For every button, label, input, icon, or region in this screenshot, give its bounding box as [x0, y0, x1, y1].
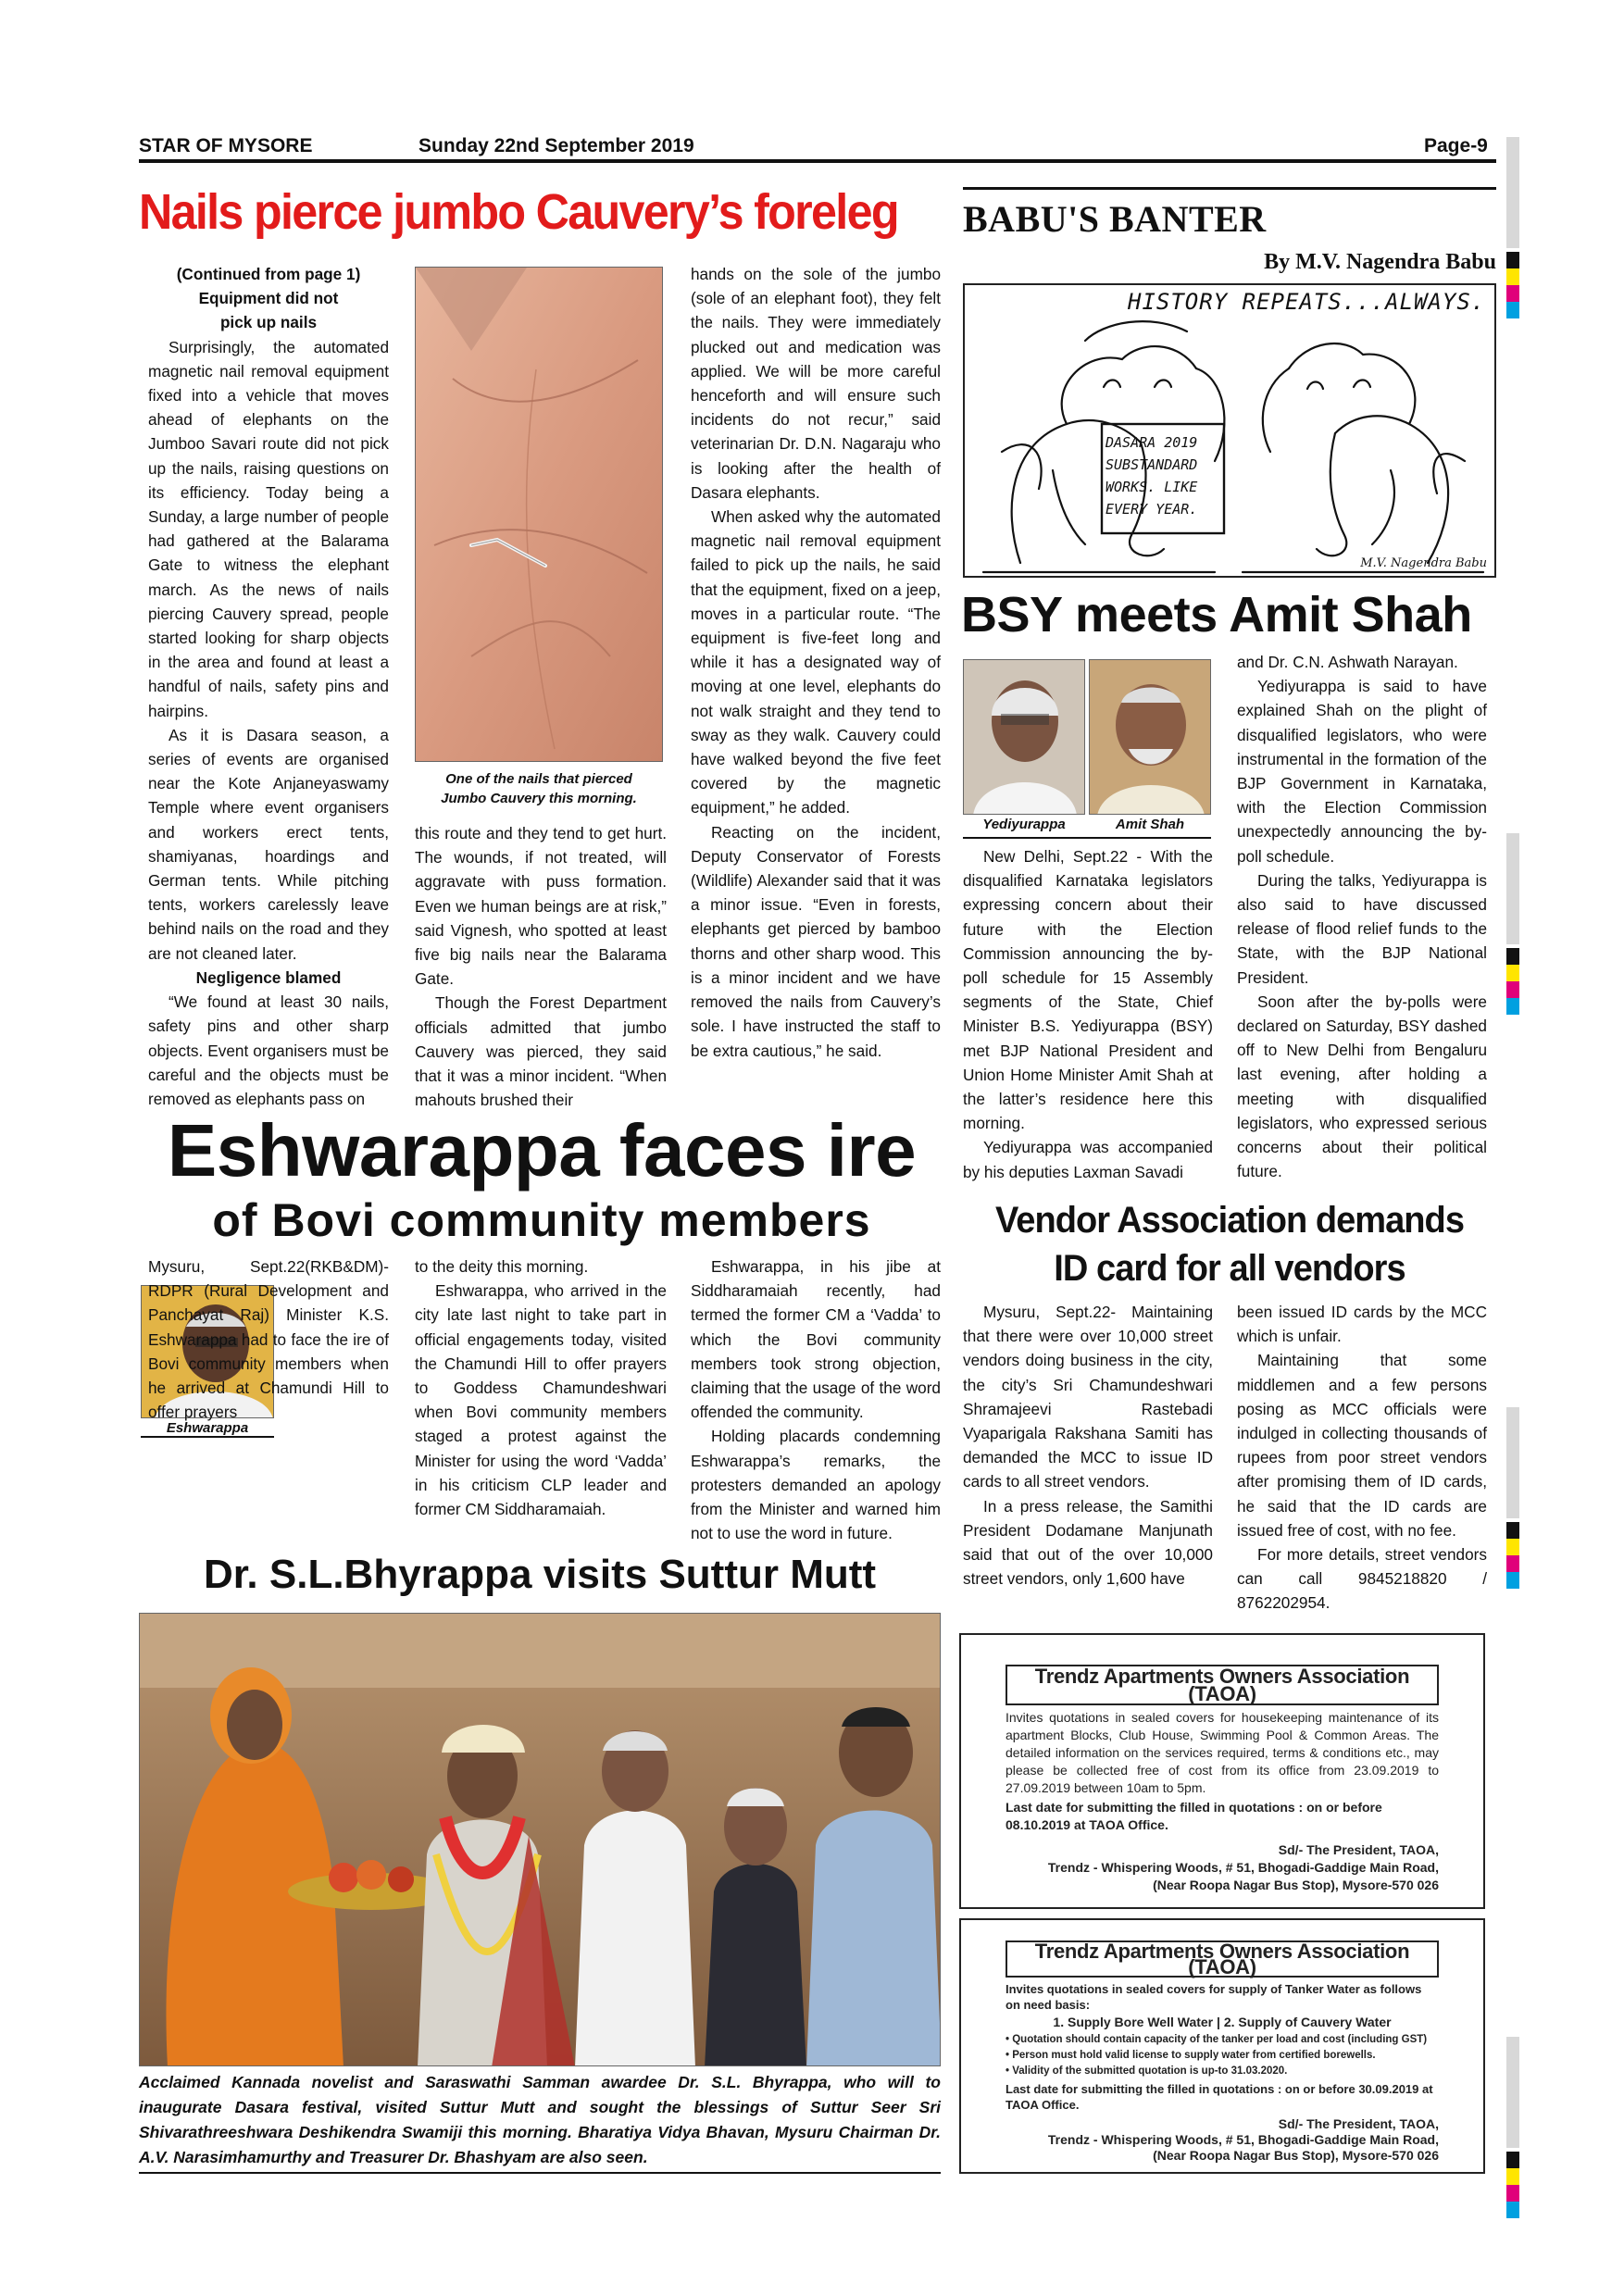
nails-subhead-2: Negligence blamed [195, 967, 342, 987]
reg-black-2 [1506, 948, 1519, 965]
reg-magenta-3 [1506, 1555, 1519, 1572]
bsy-photo-label-2: Amit Shah [1115, 817, 1185, 832]
bsy-para-6: Soon after the by-polls were declared on Saturday, BSY dashed off to New Delhi from Bengaluru last evening, after holding a meeting with disqualified legislators, who expressed serious concerns about their political future. [1237, 992, 1487, 1181]
reg-yellow-2 [1506, 965, 1519, 981]
nail-photo-caption: One of the nails that pierced Jumbo Cauvery this morning. [441, 771, 637, 806]
vendor-para-3: been issued ID cards by the MCC which is unfair. [1237, 1303, 1487, 1346]
bsy-para-4: Yediyurappa is said to have explained Shah on the plight of disqualified legislators, who were instrumental in the formation of the BJP Government in Karnataka, with the Election Commission unexpectedly announcing the by-poll schedule. [1237, 677, 1487, 866]
cartoon-drawing [965, 285, 1498, 580]
eshwar-col-2 [415, 1254, 667, 1521]
reg-yellow-3 [1506, 1539, 1519, 1555]
nails-para-1: Surprisingly, the automated magnetic nail removal equipment fixed into a vehicle that moves ahead of elephants on the Jumboo Savari route did not pick up the nails, raising questions on its efficiency. Today being a Sunday, a large number of people had gathered at the Balarama Gate to witness the elephant march. As the news of nails piercing Cauvery spread, people started looking for sharp objects in the area and found at least a handful of nails, safety pins and hairpins. [148, 337, 389, 720]
reg-gray-bar-3 [1506, 1407, 1519, 1518]
reg-yellow-4 [1506, 2168, 1519, 2185]
nail-photo [415, 267, 663, 762]
nails-col-1 [148, 262, 389, 1111]
vendor-headline-2: ID card for all vendors [1054, 1248, 1405, 1289]
ad2-bullet-3: • Validity of the submitted quotation is up-to 31.03.2020. [1006, 2065, 1288, 2077]
ad2-last-date: Last date for submitting the filled in quotations : on or before 30.09.2019 at TAOA Office. [1006, 2082, 1433, 2112]
nails-para-7: When asked why the automated magnetic nail removal equipment failed to pick up the nails, he said that the equipment, fixed on a jeep, moves in a particular route. “The equipment is five-feet long and while it has a designated way of moving at one level, elephants do not walk straight and they tend to sway as they walk. Cauvery could have walked beyond the five feet covered by the magnetic equipment,” he added. [691, 507, 941, 817]
eshwar-col-1 [148, 1254, 389, 1424]
ad1-address-1: Trendz - Whispering Woods, # 51, Bhogadi-Gaddige Main Road, [1047, 1860, 1439, 1875]
ad1-sign: Sd/- The President, TAOA, [1278, 1842, 1439, 1857]
nails-subhead-1: Equipment did not pick up nails [198, 289, 339, 332]
masthead-page: Page-9 [1424, 135, 1488, 156]
reg-cyan-1 [1506, 302, 1519, 318]
masthead-rule [139, 159, 1496, 163]
ad2-sign: Sd/- The President, TAOA, [1278, 2116, 1439, 2131]
nails-para-8: Reacting on the incident, Deputy Conservator of Forests (Wildlife) Alexander said that it was a minor issue. “Even in forests, elephants get pierced by bamboo thorns and other sharp wood. This is a minor incident and we have removed the nails from Cauvery’s sole. I have instructed the staff to be extra cautious,” he said. [691, 822, 941, 1060]
eshwarappa-photo-label: Eshwarappa [141, 1420, 274, 1438]
vendor-col-2 [1237, 1300, 1487, 1616]
cartoon-frame [963, 283, 1496, 578]
ad2-body: Invites quotations in sealed covers for supply of Tanker Water as follows on need basis: [1006, 1982, 1422, 2012]
reg-magenta-2 [1506, 981, 1519, 998]
placard-line-2: SUBSTANDARD [1106, 456, 1198, 473]
reg-cyan-3 [1506, 1572, 1519, 1589]
cartoon-placard [1106, 431, 1222, 520]
reg-yellow-1 [1506, 268, 1519, 285]
babu-title: BABU'S BANTER [963, 198, 1267, 240]
nails-headline: Nails pierce jumbo Cauvery’s foreleg [139, 184, 898, 240]
bhyrappa-caption: Acclaimed Kannada novelist and Saraswathi Samman awardee Dr. S.L. Bhyrappa, who will to inaugurate Dasara festival, visited Suttur Mutt and sought the blessings of Suttur Seer Sri Shivarathreeshwara Deshikendra Swamiji this morning. Bharatiya Vidya Bhavan, Mysuru Chairman Dr. A.V. Narasimhamurthy and Treasurer Dr. Bhashyam are also seen. [139, 2073, 941, 2166]
ad1-body: Invites quotations in sealed covers for housekeeping maintenance of its apartment Blocks, Club House, Swimming Pool & Common Areas. The detailed information on the services required, terms & conditions etc., may please be collected free of cost from its office from 23.09.2019 to 27.09.2019 between 10am to 5pm. [1006, 1710, 1439, 1795]
cartoon-caption: HISTORY REPEATS...ALWAYS. [1128, 289, 1486, 315]
suttur-mutt-photo [139, 1613, 941, 2066]
ad2-address-1: Trendz - Whispering Woods, # 51, Bhogadi-Gaddige Main Road, [1047, 2132, 1439, 2147]
bsy-headline: BSY meets Amit Shah [961, 587, 1472, 643]
reg-black-1 [1506, 252, 1519, 268]
amit-shah-portrait [1090, 660, 1211, 815]
nails-para-2: As it is Dasara season, a series of events are organised near the Kote Anjaneyaswamy Temple where event organisers and workers erect tents, shamiyanas, hoardings and German tents. While pitching tents, workers carelessly leave behind nails on the road and they are not cleaned later. [148, 725, 389, 963]
vendor-para-2: In a press release, the Samithi President Dodamane Manjunath said that out of the over 10,000 street vendors, only 1,600 have [963, 1496, 1213, 1589]
ad1-address-2: (Near Roopa Nagar Bus Stop), Mysore-570 026 [1153, 1878, 1439, 1892]
bsy-col-2 [1237, 650, 1487, 1183]
eshwar-col-3 [691, 1254, 941, 1545]
vendor-para-1: Mysuru, Sept.22- Maintaining that there were over 10,000 street vendors doing business in the city, the city’s Sri Chamundeshwari Shramajeevi Rastebadi Vyaparigala Rakshana Samiti has demanded the MCC to issue ID cards to all street vendors. [963, 1303, 1213, 1491]
reg-cyan-4 [1506, 2202, 1519, 2218]
bsy-para-5: During the talks, Yediyurappa is also said to have discussed release of flood relief funds to the State, with the BJP National President. [1237, 870, 1487, 987]
eshwar-headline-1: Eshwarappa faces ire [167, 1109, 917, 1192]
bhyrappa-group-photo [140, 1614, 941, 2066]
nails-para-4: this route and they tend to get hurt. The wounds, if not treated, will aggravate with puss formation. Even we human beings are at risk,” said Vignesh, who spotted at least five big nails near the Balarama Gate. [415, 824, 667, 989]
placard-line-1: DASARA 2019 [1106, 434, 1198, 451]
bhyrappa-headline: Dr. S.L.Bhyrappa visits Suttur Mutt [203, 1552, 877, 1597]
vendor-para-4: Maintaining that some middlemen and a few persons posing as MCC officials were indulged in collecting thousands of rupees from poor street vendors after promising them of ID cards, he said that the ID cards are issued free of cost, with no fee. [1237, 1351, 1487, 1540]
amit-shah-photo [1089, 659, 1211, 815]
reg-black-4 [1506, 2152, 1519, 2168]
ad2-title: Trendz Apartments Owners Association (TAOA) [1006, 1940, 1439, 1978]
bsy-para-1: New Delhi, Sept.22 - With the disqualified Karnataka legislators expressing concern about their future with the Election Commission announcing the by-poll schedule for 15 Assembly segments of the State, Chief Minister B.S. Yediyurappa (BSY) met BJP National President and Union Home Minister Amit Shah at the latter’s residence here this morning. [963, 847, 1213, 1133]
eshwar-headline-2: of Bovi community members [212, 1194, 871, 1246]
nails-continued: (Continued from page 1) [176, 265, 361, 283]
palm-with-nail-image [416, 268, 663, 762]
nails-para-5: Though the Forest Department officials admitted that jumbo Cauvery was pierced, they said that it was a minor incident. “When mahouts brushed their [415, 993, 667, 1110]
vendor-col-1 [963, 1300, 1213, 1591]
bsy-para-3: and Dr. C.N. Ashwath Narayan. [1237, 653, 1458, 671]
taoa-ad-housekeeping [959, 1633, 1485, 1909]
ad2-bullet-2: • Person must hold valid license to supply water from certified borewells. [1006, 2050, 1376, 2061]
eshwar-para-4: Eshwarappa, in his jibe at Siddharamaiah recently, had termed the former CM a ‘Vadda’ to which the Bovi community members took strong objection, claiming that the usage of the word offended the community. [691, 1257, 941, 1422]
nails-col-2-bottom [415, 821, 667, 1112]
ad1-title: Trendz Apartments Owners Association (TAOA) [1006, 1665, 1439, 1705]
reg-gray-bar-4 [1506, 2037, 1519, 2148]
bhyrappa-bottom-rule [139, 2172, 941, 2174]
eshwar-para-3: Eshwarappa, who arrived in the city late last night to take part in official engagements today, visited the Chamundi Hill to offer prayers to Goddess Chamundeshwari when Bovi community members staged a protest against the Minister for using the word ‘Vadda’ in his criticism CLP leader and former CM Siddharamaiah. [415, 1281, 667, 1519]
reg-black-3 [1506, 1522, 1519, 1539]
reg-gray-bar-2 [1506, 833, 1519, 944]
eshwar-para-5: Holding placards condemning Eshwarappa’s remarks, the protesters demanded an apology from the Minister and warned him not to use the word in future. [691, 1427, 941, 1543]
ad2-address-2: (Near Roopa Nagar Bus Stop), Mysore-570 026 [1153, 2148, 1439, 2163]
nails-para-3: “We found at least 30 nails, safety pins and other sharp objects. Event organisers must be careful and the objects must be removed as elephants pass on [148, 992, 389, 1108]
placard-line-3: WORKS. LIKE [1106, 479, 1198, 495]
ad2-items: 1. Supply Bore Well Water | 2. Supply of Cauvery Water [1053, 2015, 1392, 2029]
reg-gray-bar-1 [1506, 137, 1519, 248]
cartoon-signature: M.V. Nagendra Babu [1360, 556, 1487, 570]
ad2-bullet-1: • Quotation should contain capacity of the tanker per load and cost (including GST) [1006, 2034, 1428, 2045]
nails-col-3 [691, 262, 941, 1063]
reg-cyan-2 [1506, 998, 1519, 1015]
yediyurappa-photo [963, 659, 1085, 815]
bsy-photo-label-1: Yediyurappa [982, 817, 1066, 832]
masthead-paper: STAR OF MYSORE [139, 135, 313, 156]
bsy-para-2: Yediyurappa was accompanied by his deputies Laxman Savadi [963, 1138, 1213, 1181]
eshwar-para-2: to the deity this morning. [415, 1257, 589, 1276]
reg-magenta-4 [1506, 2185, 1519, 2202]
nails-para-6: hands on the sole of the jumbo (sole of an elephant foot), they felt the nails. They were immediately plucked out and medication was applied. We will be more careful henceforth and will ensure such incidents do not recur,” said veterinarian Dr. D.N. Nagaraju who is looking after the health of Dasara elephants. [691, 265, 941, 502]
babu-byline: By M.V. Nagendra Babu [1264, 250, 1496, 274]
taoa-ad-tanker-water [959, 1918, 1485, 2174]
vendor-para-5: For more details, street vendors can call 9845218820 / 8762202954. [1237, 1545, 1487, 1613]
vendor-headline-1: Vendor Association demands [994, 1200, 1465, 1241]
babu-top-rule [963, 187, 1496, 190]
ad1-last-date: Last date for submitting the filled in quotations : on or before 08.10.2019 at TAOA Office. [1006, 1800, 1382, 1832]
eshwar-para-1: Mysuru, Sept.22(RKB&DM)- RDPR (Rural Development and Panchayat Raj) Minister K.S. Eshwarappa had to face the ire of Bovi community members when he arrived at Chamundi Hill to offer prayers [148, 1257, 389, 1422]
bsy-col-1 [963, 844, 1213, 1184]
masthead-date: Sunday 22nd September 2019 [418, 135, 694, 156]
yediyurappa-portrait [964, 660, 1085, 815]
placard-line-4: EVERY YEAR. [1106, 501, 1198, 518]
reg-magenta-1 [1506, 285, 1519, 302]
bsy-photo-rule [963, 837, 1211, 839]
